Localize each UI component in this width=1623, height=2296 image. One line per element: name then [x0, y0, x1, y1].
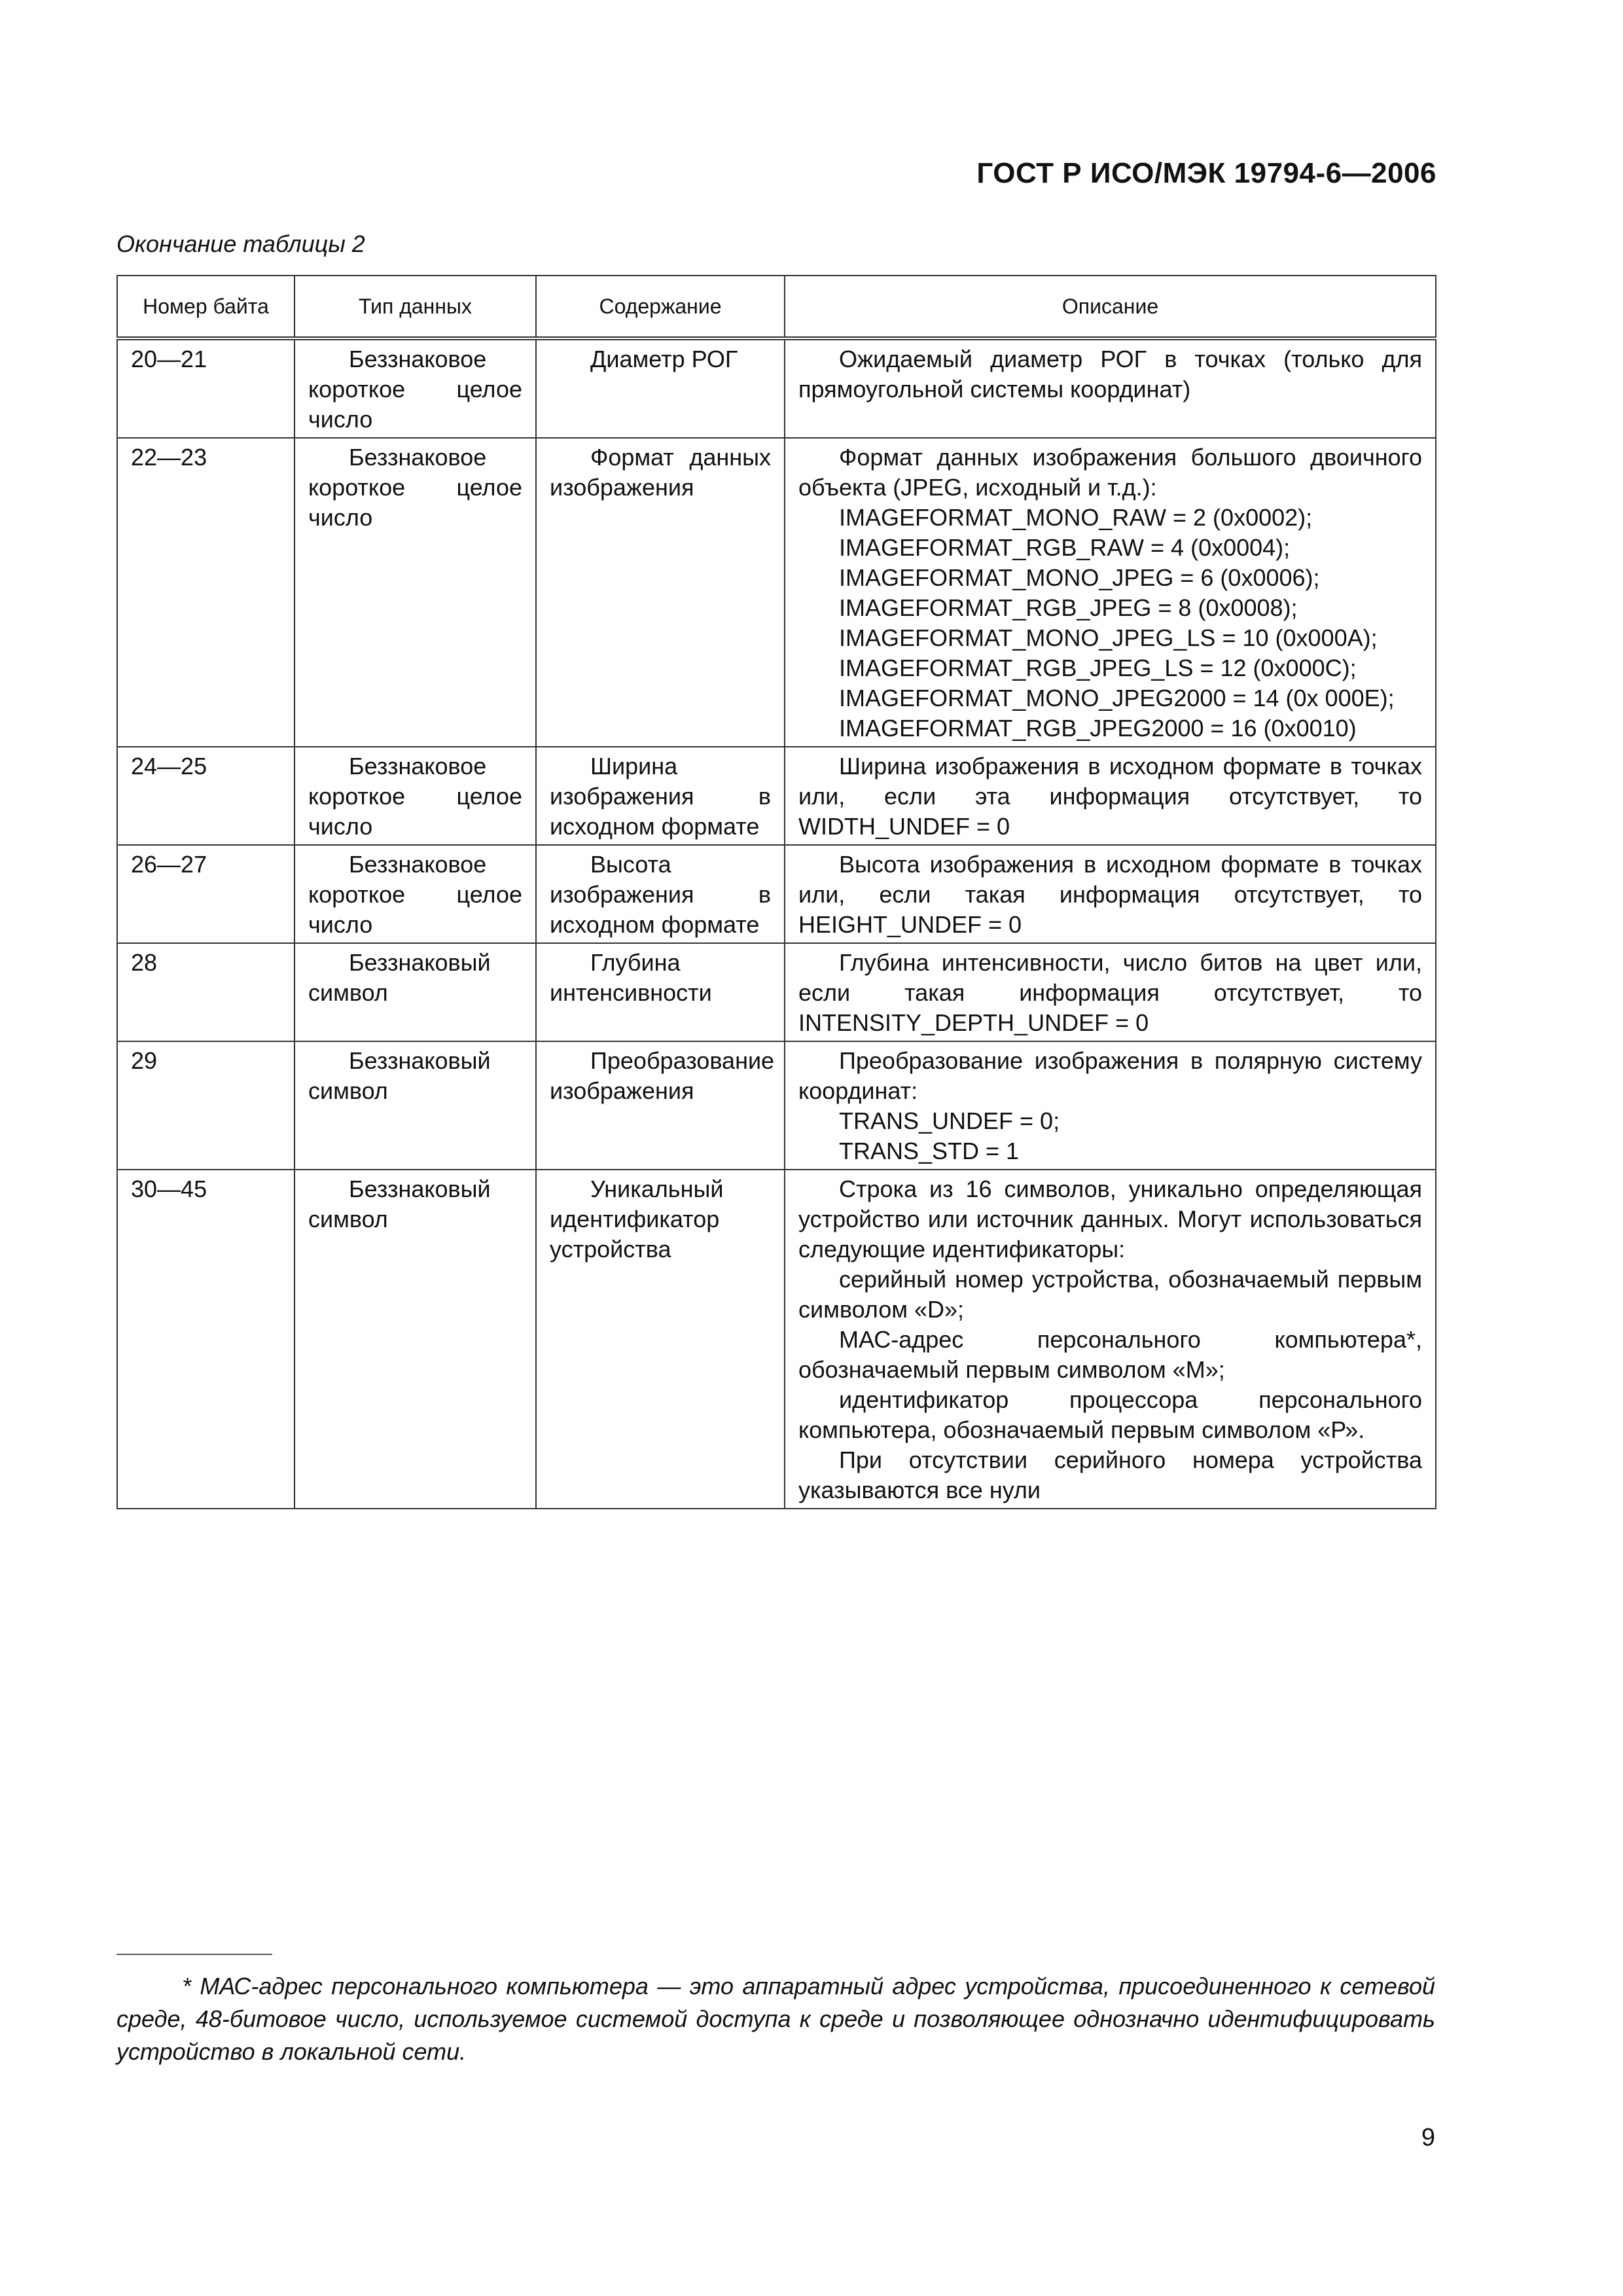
- byte-cell: 26—27: [117, 845, 294, 943]
- byte-cell: 30—45: [117, 1170, 294, 1509]
- format-item: IMAGEFORMAT_MONO_JPEG_LS = 10 (0x000A);: [839, 624, 1378, 651]
- byte-cell: 24—25: [117, 747, 294, 845]
- description-paragraph: Высота изображения в исходном формате в точках или, если такая информация отсутствует, то HEIGHT_UNDEF = 0: [798, 851, 1422, 938]
- format-item: IMAGEFORMAT_RGB_JPEG = 8 (0x0008);: [839, 594, 1298, 621]
- data-table: [116, 275, 1436, 1509]
- column-header-description: Описание: [785, 276, 1436, 338]
- description-paragraph: идентификатор процессора персонального компьютера, обозначаемый первым символом «Р».: [798, 1386, 1422, 1443]
- description-cell: [785, 845, 1436, 943]
- byte-cell: 20—21: [117, 338, 294, 438]
- format-item: IMAGEFORMAT_MONO_RAW = 2 (0x0002);: [839, 504, 1313, 531]
- description-cell: [785, 438, 1436, 747]
- table-row: [117, 943, 1436, 1041]
- description-cell: [785, 338, 1436, 438]
- type-cell: Беззнаковое короткое целое число: [294, 845, 536, 943]
- format-item: IMAGEFORMAT_RGB_JPEG2000 = 16 (0x0010): [839, 715, 1357, 742]
- footnote: * МАС-адрес персонального компьютера — это аппаратный адрес устройства, присоединенного к сетевой среде, 48-битовое число, используемое системой доступа к среде и позволяющее однозначно идентифицировать устройство в локальной сети.: [116, 1973, 1435, 2065]
- description-paragraph: Преобразование изображения в полярную систему координат:: [798, 1047, 1422, 1104]
- content-cell: Преобразование изображения: [536, 1041, 785, 1170]
- table-row: [117, 338, 1436, 438]
- format-item: IMAGEFORMAT_RGB_RAW = 4 (0x0004);: [839, 534, 1291, 561]
- description-paragraph: серийный номер устройства, обозначаемый первым символом «D»;: [798, 1266, 1422, 1323]
- byte-cell: 22—23: [117, 438, 294, 747]
- description-paragraph: Ожидаемый диаметр РОГ в точках (только для прямоугольной системы координат): [798, 346, 1422, 403]
- content-cell: Ширина изображения в исходном формате: [536, 747, 785, 845]
- column-header-type: Тип данных: [294, 276, 536, 338]
- page-number: 9: [1421, 2124, 1435, 2151]
- footnote-divider: [116, 1954, 272, 1955]
- table-row: [117, 1041, 1436, 1170]
- content-cell: Уникальный идентификатор устройства: [536, 1170, 785, 1509]
- format-item: IMAGEFORMAT_MONO_JPEG = 6 (0x0006);: [839, 564, 1320, 591]
- description-cell: [785, 1041, 1436, 1170]
- description-paragraph: Строка из 16 символов, уникально определяющая устройство или источник данных. Могут использоваться следующие идентификаторы:: [798, 1175, 1422, 1263]
- format-item: IMAGEFORMAT_RGB_JPEG_LS = 12 (0x000C);: [839, 655, 1357, 681]
- table-header-row: [117, 276, 1436, 338]
- type-cell: Беззнаковое короткое целое число: [294, 338, 536, 438]
- content-cell: Диаметр РОГ: [536, 338, 785, 438]
- type-cell: Беззнаковый символ: [294, 1041, 536, 1170]
- transform-item: TRANS_STD = 1: [839, 1138, 1020, 1164]
- format-item: IMAGEFORMAT_MONO_JPEG2000 = 14 (0x 000E);: [839, 685, 1395, 711]
- content-cell: Формат данных изображения: [536, 438, 785, 747]
- table-row: [117, 438, 1436, 747]
- table-caption: Окончание таблицы 2: [116, 230, 365, 257]
- content-cell: Высота изображения в исходном формате: [536, 845, 785, 943]
- description-paragraph: Формат данных изображения большого двоичного объекта (JPEG, исходный и т.д.):: [798, 444, 1422, 501]
- description-paragraph: Ширина изображения в исходном формате в точках или, если эта информация отсутствует, то WIDTH_UNDEF = 0: [798, 753, 1422, 840]
- description-paragraph: МАС-адрес персонального компьютера*, обозначаемый первым символом «М»;: [798, 1326, 1422, 1383]
- column-header-content: Содержание: [536, 276, 785, 338]
- type-cell: Беззнаковое короткое целое число: [294, 747, 536, 845]
- table-row: [117, 845, 1436, 943]
- description-paragraph: При отсутствии серийного номера устройства указываются все нули: [798, 1446, 1422, 1503]
- table-row: [117, 1170, 1436, 1509]
- standard-designation: ГОСТ Р ИСО/МЭК 19794-6—2006: [976, 157, 1436, 189]
- content-cell: Глубина интенсивности: [536, 943, 785, 1041]
- description-cell: [785, 747, 1436, 845]
- description-cell: [785, 1170, 1436, 1509]
- type-cell: Беззнаковый символ: [294, 943, 536, 1041]
- type-cell: Беззнаковый символ: [294, 1170, 536, 1509]
- description-cell: [785, 943, 1436, 1041]
- byte-cell: 29: [117, 1041, 294, 1170]
- byte-cell: 28: [117, 943, 294, 1041]
- description-paragraph: Глубина интенсивности, число битов на цвет или, если такая информация отсутствует, то INTENSITY_DEPTH_UNDEF = 0: [798, 949, 1422, 1036]
- table-row: [117, 747, 1436, 845]
- column-header-byte: Номер байта: [117, 276, 294, 338]
- type-cell: Беззнаковое короткое целое число: [294, 438, 536, 747]
- transform-item: TRANS_UNDEF = 0;: [839, 1107, 1060, 1134]
